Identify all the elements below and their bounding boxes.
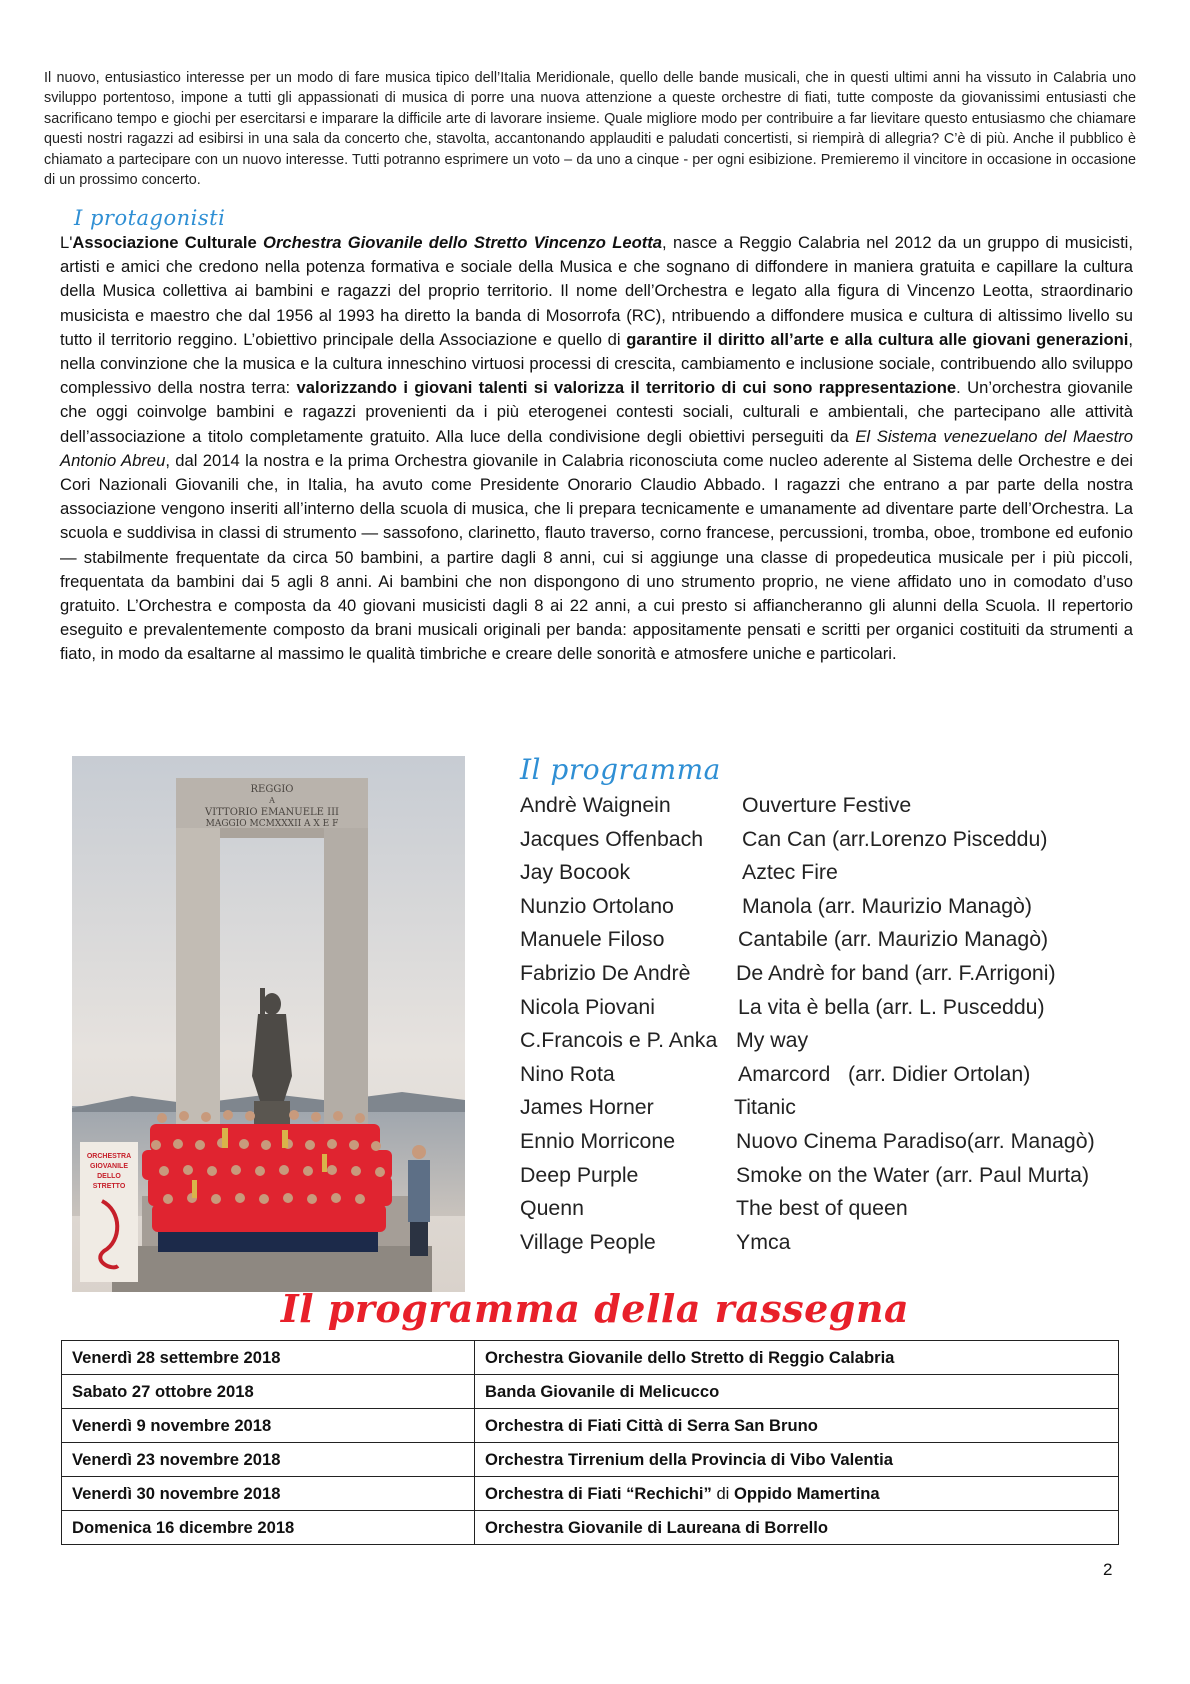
piece-title: My way <box>736 1028 809 1053</box>
piece-title: The best of queen <box>736 1196 908 1221</box>
banner-text-3: DELLO <box>97 1173 121 1180</box>
programma-item <box>520 823 1120 857</box>
piece-title: Nuovo Cinema Paradiso(arr. Managò) <box>736 1128 1095 1153</box>
programma-item <box>520 1058 1120 1092</box>
programma-item <box>520 1091 1120 1125</box>
monument-inscription-3: VITTORIO EMANUELE III <box>205 807 339 818</box>
protagonisti-heading: I protagonisti <box>74 206 226 230</box>
protag-text-1: , nasce a Reggio Calabria nel 2012 da un gruppo di musicisti, artisti e amici che credono nella potenza formativa e sociale della Musica e che sognano di diffondere in maniera gratuita e capillare la cultura della Musica collettiva ai bambini e ragazzi del proprio territorio. Il nome dell’Orchestra e legato alla figura di Vincenzo Leotta, straordinario musicista e maestro che dal 1956 al 1993 ha diretto la banda di Mosorrofa (RC), ntribuendo a diffondere musica e cultura di altissimo livello su tutto il territorio reggino. L’obiettivo principale della Associazione e quello di <box>60 233 1133 349</box>
piece-title: Cantabile (arr. Maurizio Managò) <box>738 927 1049 952</box>
composer-name: C.Francois e P. Anka <box>520 1028 718 1053</box>
concert-ensemble: Banda Giovanile di Melicucco <box>475 1375 1119 1409</box>
concert-date: Sabato 27 ottobre 2018 <box>62 1375 475 1409</box>
concert-ensemble: Orchestra Tirrenium della Provincia di Vibo Valentia <box>475 1443 1119 1477</box>
programma-item <box>520 1125 1120 1159</box>
concert-ensemble: Orchestra Giovanile di Laureana di Borrello <box>475 1511 1119 1545</box>
protag-text-2: , nella convinzione che la musica e la cultura inneschino virtuosi processi di crescita, cambiamento e inclusione sociale, contribuendo allo sviluppo complessivo della nostra terra: <box>60 329 1133 398</box>
concert-date: Venerdì 23 novembre 2018 <box>62 1443 475 1477</box>
table-row <box>62 1409 1119 1443</box>
protag-assoc: Associazione Culturale <box>72 233 264 252</box>
monument-inscription-2: A <box>269 796 275 805</box>
concert-date: Domenica 16 dicembre 2018 <box>62 1511 475 1545</box>
programma-item <box>520 957 1120 991</box>
concert-date: Venerdì 28 settembre 2018 <box>62 1341 475 1375</box>
concert-ensemble: Orchestra di Fiati Città di Serra San Bruno <box>475 1409 1119 1443</box>
ensemble-connector: di <box>711 1483 734 1503</box>
composer-name: Nunzio Ortolano <box>520 893 674 918</box>
protagonisti-paragraph <box>60 231 1133 667</box>
composer-name: Nicola Piovani <box>520 994 655 1019</box>
piece-title: Aztec Fire <box>742 860 838 885</box>
piece-title: Ymca <box>736 1229 791 1254</box>
banner-text-2: GIOVANILE <box>90 1163 128 1170</box>
rassegna-table <box>61 1340 1119 1545</box>
rassegna-heading: Il programma della rassegna <box>280 1286 910 1331</box>
programma-item <box>520 1159 1120 1193</box>
protag-bold-2: valorizzando i giovani talenti si valorizza il territorio di cui sono rappresentazione <box>296 378 957 398</box>
piece-title: Can Can (arr.Lorenzo Pisceddu) <box>742 826 1048 851</box>
piece-title: Smoke on the Water (arr. Paul Murta) <box>736 1162 1090 1187</box>
composer-name: James Horner <box>520 1095 654 1120</box>
composer-name: Manuele Filoso <box>520 927 665 952</box>
composer-name: Nino Rota <box>520 1061 615 1086</box>
concert-date: Venerdì 9 novembre 2018 <box>62 1409 475 1443</box>
protag-lead: L' <box>60 233 73 252</box>
intro-paragraph: Il nuovo, entusiastico interesse per un modo di fare musica tipico dell’Italia Meridionale, quello delle bande musicali, che in questi ultimi anni ha vissuto in Calabria uno sviluppo portentoso, impone a tutti gli appassionati di musica di porre una nuova attenzione a queste orchestre di fiati, tutte composte da giovanissimi entusiasti che sacrificano tempo e giochi per esercitarsi e imparare la difficile arte di lavorare insieme. Quale migliore modo per contribuire a far lievitare questo entusiasmo che chiamare questi nostri ragazzi ad esibirsi in una sala da concerto che, stavolta, accantonando applauditi e paludati concertisti, si riempirà di allegria? C’è di più. Anche il pubblico è chiamato a partecipare con un nuovo interesse. Tutti potranno esprimere un voto – da uno a cinque - per ogni esibizione. Premieremo il vincitore in occasione in occasione di un prossimo concerto. <box>44 70 1136 189</box>
composer-name: Fabrizio De Andrè <box>520 960 691 985</box>
programma-heading: Il programma <box>520 753 721 786</box>
banner-text-1: ORCHESTRA <box>86 1153 132 1160</box>
monument-inscription-4: MAGGIO MCMXXXII A X E F <box>205 819 339 829</box>
programma-item <box>520 1024 1120 1058</box>
table-row <box>62 1341 1119 1375</box>
concert-ensemble <box>475 1477 1119 1511</box>
composer-name: Ennio Morricone <box>520 1128 676 1153</box>
protag-text-3: . Un’orchestra giovanile che oggi coinvolge bambini e ragazzi provenienti da i più eterogenei contesti sociali, culturali e ambientali, che partecipano alle attività dell’associazione a titolo completamente gratuito. Alla luce della condivisione degli obiettivi perseguiti da <box>60 378 1133 446</box>
table-row <box>62 1511 1119 1545</box>
piece-title: La vita è bella (arr. L. Pusceddu) <box>738 994 1045 1019</box>
orchestra-photo <box>72 756 465 1292</box>
concert-ensemble: Orchestra Giovanile dello Stretto di Reggio Calabria <box>475 1341 1119 1375</box>
composer-name: Andrè Waignein <box>520 793 671 817</box>
composer-name: Deep Purple <box>520 1162 639 1187</box>
concert-date: Venerdì 30 novembre 2018 <box>62 1477 475 1511</box>
ensemble-town: Oppido Mamertina <box>733 1483 880 1503</box>
protag-text-4: , dal 2014 la nostra e la prima Orchestra giovanile in Calabria riconosciuta come nucleo aderente al Sistema delle Orchestre e dei Cori Nazionali Giovanili che, in Italia, ha avuto come Presidente Onorario Claudio Abbado. I ragazzi che entrano a par parte della nostra associazione vengono inseriti all’interno della scuola di musica, che li prepara tecnicamente e umanamente ad diventare parte dell’Orchestra. La scuola e suddivisa in classi di strumento — sassofono, clarinetto, flauto traverso, corno francese, percussioni, tromba, oboe, trombone ed eufonio — stabilmente frequentate da circa 50 bambini, a partire dagli 8 anni, cui si aggiunge una classe di propedeutica musicale per i più piccoli, frequentata da bambini dai 5 agli 8 anni. Ai bambini che non dispongono di uno strumento proprio, ne viene affidato uno in comodato d’uso gratuito. L’Orchestra e composta da 40 giovani musicisti dagli 8 ai 22 anni, a cui presto si affiancheranno gli alunni della Scuola. Il repertorio eseguito e prevalentemente composto da brani musicali originali per banda: appositamente pensati e scritti per organici costituiti da strumenti a fiato, in modo da esaltarne al massimo le qualità timbriche e creare delle sonorità e atmosfere uniche e particolari. <box>60 450 1133 664</box>
protag-bold-1: garantire il diritto all’arte e alla cultura alle giovani generazioni <box>626 329 1129 349</box>
programma-item <box>520 923 1120 957</box>
programma-item <box>520 1192 1120 1226</box>
protag-orchestra-name: Orchestra Giovanile dello Stretto Vincenzo Leotta <box>263 233 663 252</box>
composer-name: Jacques Offenbach <box>520 826 704 851</box>
programma-item <box>520 789 1120 823</box>
piece-title: De Andrè for band (arr. F.Arrigoni) <box>736 960 1056 985</box>
programma-item <box>520 991 1120 1025</box>
piece-title: Amarcord (arr. Didier Ortolan) <box>738 1061 1031 1086</box>
programma-list <box>520 789 1120 1259</box>
piece-title: Titanic <box>734 1095 796 1120</box>
programma-item <box>520 856 1120 890</box>
composer-name: Jay Bocook <box>520 860 631 885</box>
monument-inscription-1: REGGIO <box>250 784 294 795</box>
table-row <box>62 1443 1119 1477</box>
programma-item <box>520 1226 1120 1260</box>
table-row <box>62 1477 1119 1511</box>
banner-text-4: STRETTO <box>92 1183 126 1190</box>
piece-title: Manola (arr. Maurizio Managò) <box>742 893 1032 918</box>
piece-title: Ouverture Festive <box>742 793 912 817</box>
composer-name: Village People <box>520 1229 656 1254</box>
ensemble-name-part: Orchestra di Fiati “Rechichi” <box>485 1483 712 1503</box>
table-row <box>62 1375 1119 1409</box>
composer-name: Quenn <box>520 1196 584 1221</box>
protag-italic-1: El Sistema venezuelano del Maestro Antonio Abreu <box>60 426 1133 470</box>
programma-item <box>520 890 1120 924</box>
page-number: 2 <box>1103 1560 1113 1579</box>
